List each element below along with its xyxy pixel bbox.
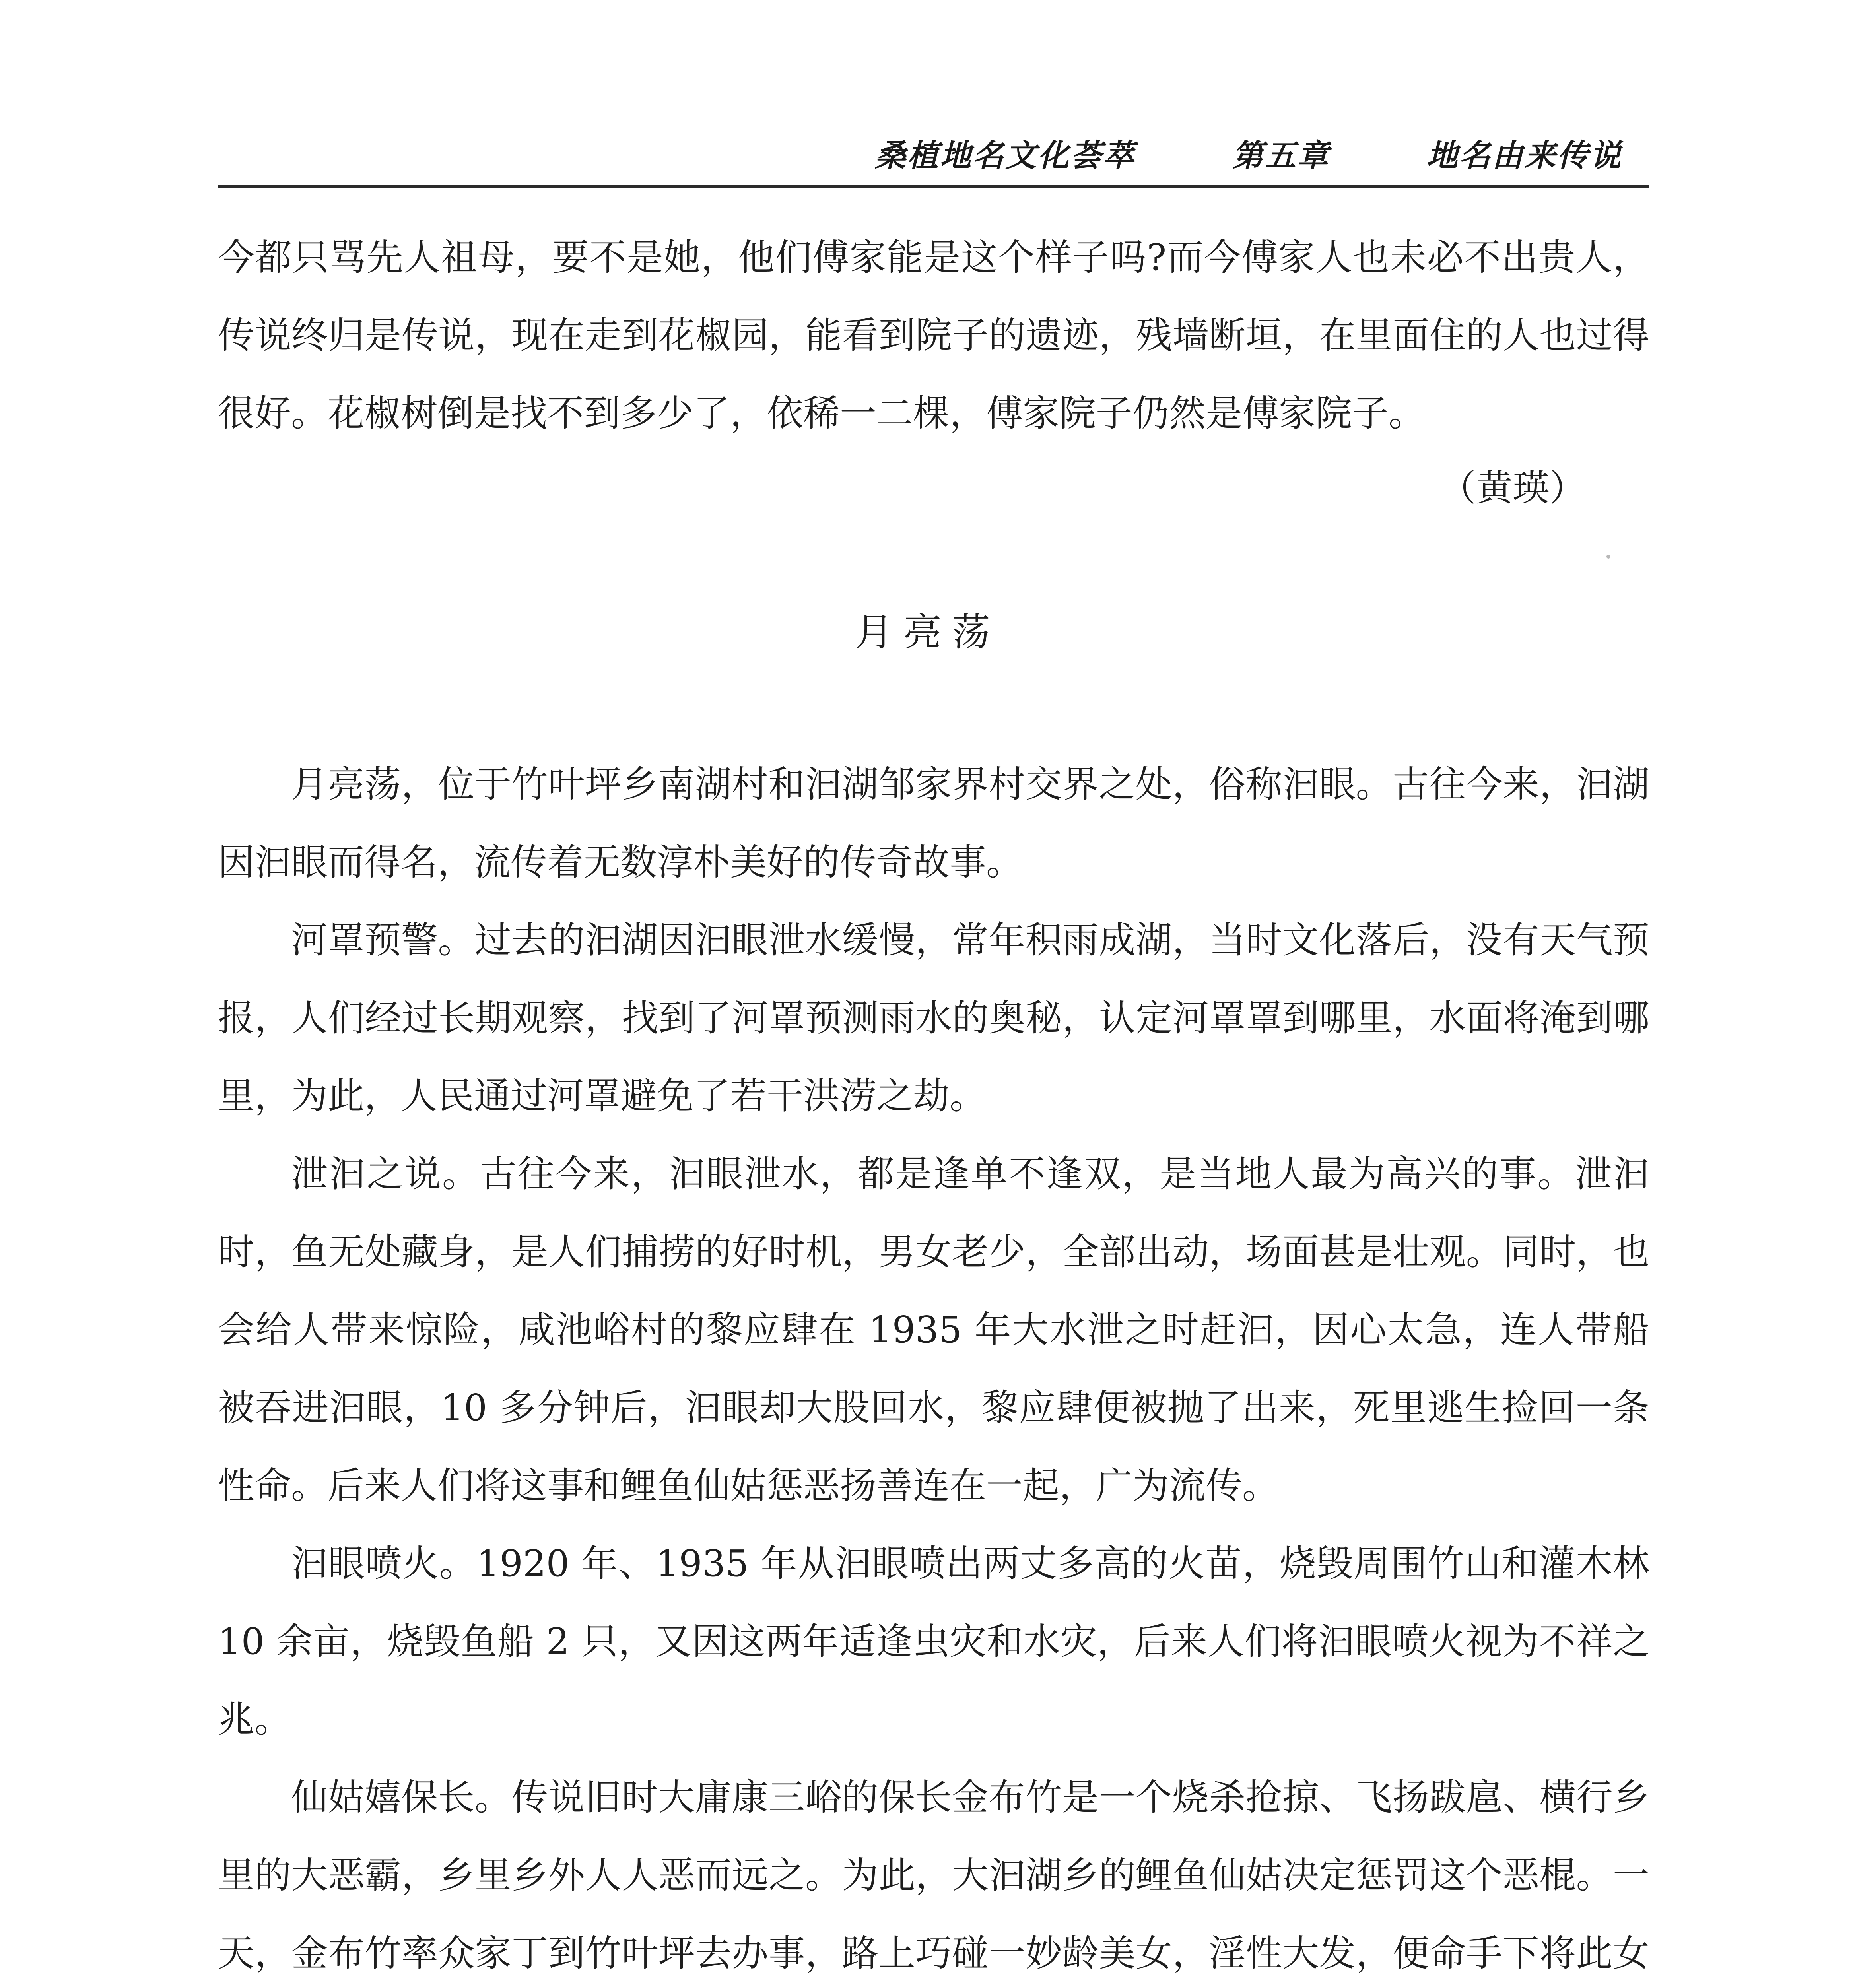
continuation-block: [218, 219, 1649, 452]
paragraph-fairy-baozhang: 仙姑嬉保长。传说旧时大庸康三峪的保长金布竹是一个烧杀抢掠、飞扬跋扈、横行乡里的大恶霸，乡里乡外人人恶而远之。为此，大汩湖乡的鲤鱼仙姑决定惩罚这个恶棍。一天，金布竹率众家丁到竹叶坪去办事，路上巧碰一妙龄美女，淫性大发，便命手下将此女: [218, 1776, 1649, 1974]
chapter-number: 第五章: [1232, 138, 1330, 174]
book-title: 桑植地名文化荟萃: [875, 138, 1136, 174]
section-title: 月亮荡: [855, 610, 1000, 654]
header-rule: [218, 185, 1649, 188]
scan-speck: [1606, 555, 1610, 559]
paragraph-fire: 汩眼喷火。1920 年、1935 年从汩眼喷出两丈多高的火苗，烧毁周围竹山和灌木林 10 余亩，烧毁鱼船 2 只，又因这两年适逢虫灾和水灾，后来人们将汩眼喷火视为不祥之兆。: [218, 1542, 1649, 1741]
paragraph-intro: 月亮荡，位于竹叶坪乡南湖村和汩湖邹家界村交界之处，俗称汩眼。古往今来，汩湖因汩眼而得名，流传着无数淳朴美好的传奇故事。: [218, 763, 1649, 883]
running-header: [875, 127, 1622, 179]
paragraph-draining: 泄汩之说。古往今来，汩眼泄水，都是逢单不逢双，是当地人最为高兴的事。泄汩时，鱼无处藏身，是人们捕捞的好时机，男女老少，全部出动，场面甚是壮观。同时，也会给人带来惊险，咸池峪村的黎应肆在 1935 年大水泄之时赶汩，因心太急，连人带船被吞进汩眼，10 多分钟后，汩眼却大股回水，黎应肆便被抛了出来，死里逃生捡回一条性命。后来人们将这事和鲤鱼仙姑惩恶扬善连在一起，广为流传。: [218, 1153, 1649, 1507]
paragraph-river-cover: 河罩预警。过去的汩湖因汩眼泄水缓慢，常年积雨成湖，当时文化落后，没有天气预报，人们经过长期观察，找到了河罩预测雨水的奥秘，认定河罩罩到哪里，水面将淹到哪里，为此，人民通过河罩避免了若干洪涝之劫。: [218, 919, 1649, 1117]
article-body: [218, 746, 1649, 1988]
chapter-title: 地名由来传说: [1426, 138, 1622, 174]
author-credit: （黄瑛）: [1439, 467, 1586, 509]
continuation-paragraph: 今都只骂先人祖母，要不是她，他们傅家能是这个样子吗?而今傅家人也未必不出贵人，传说终归是传说，现在走到花椒园，能看到院子的遗迹，残墙断垣，在里面住的人也过得很好。花椒树倒是找不到多少了，依稀一二棵，傅家院子仍然是傅家院子。: [218, 236, 1649, 435]
